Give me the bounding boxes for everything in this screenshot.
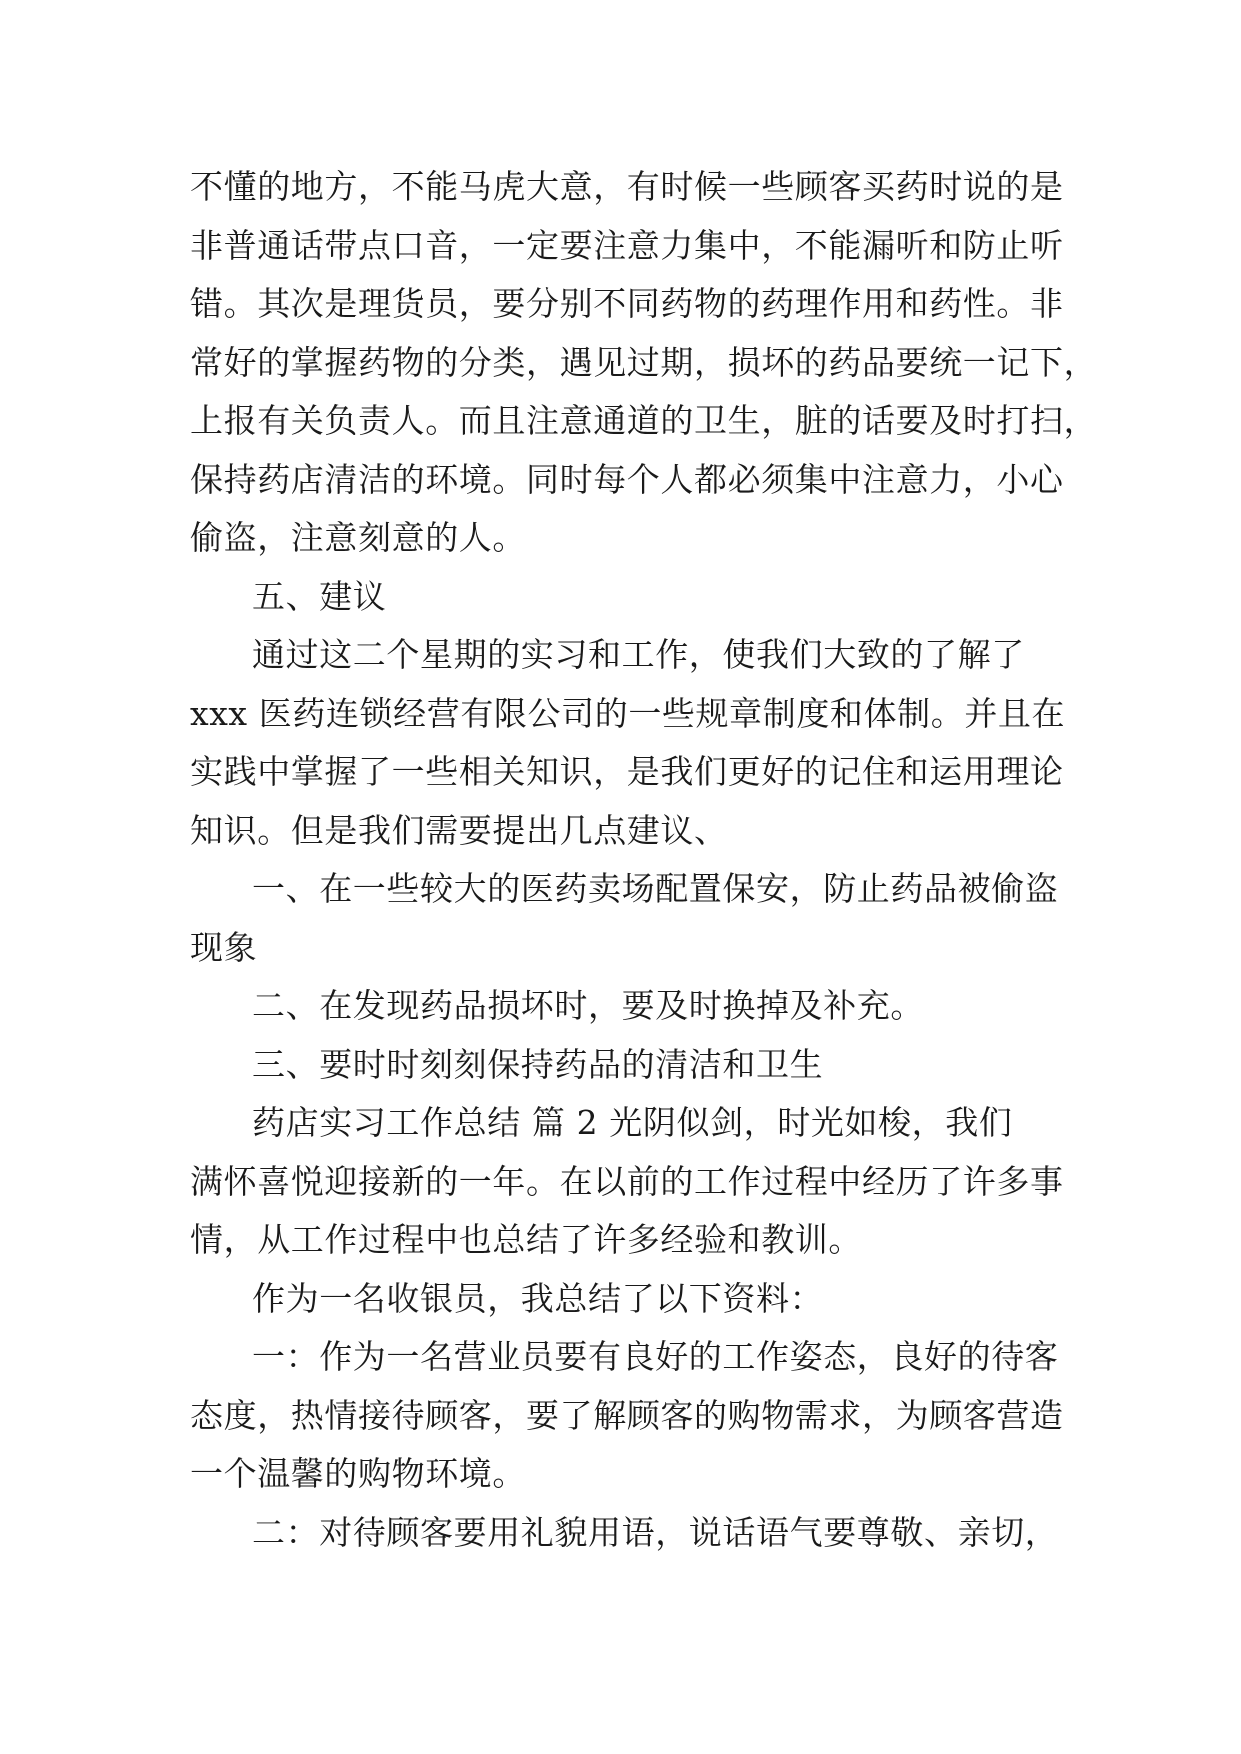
text-line: 一个温馨的购物环境。 [190, 1454, 526, 1493]
text-line: 作为一名收银员，我总结了以下资料： [252, 1278, 824, 1318]
text-line: 一：作为一名营业员要有良好的工作姿态，良好的待客 [252, 1337, 1059, 1376]
text-line: 非普通话带点口音，一定要注意力集中，不能漏听和防止听 [190, 225, 1064, 265]
text-line: 保持药店清洁的环境。同时每个人都必须集中注意力，小心 [190, 459, 1064, 499]
text-line: 三、要时时刻刻保持药品的清洁和卫生 [252, 1044, 824, 1084]
text-line: 情，从工作过程中也总结了许多经验和教训。 [190, 1220, 862, 1259]
text-line: 二：对待顾客要用礼貌用语，说话语气要尊敬、亲切， [252, 1512, 1059, 1552]
text-line: 满怀喜悦迎接新的一年。在以前的工作过程中经历了许多事 [190, 1161, 1064, 1201]
text-line: 上报有关负责人。而且注意通道的卫生，脏的话要及时打扫， [190, 401, 1098, 440]
body-text [190, 158, 1098, 1562]
text-line: 五、建议 [252, 576, 387, 616]
text-line: 药店实习工作总结 篇 2 光阴似剑，时光如梭，我们 [252, 1103, 1013, 1142]
text-line: 一、在一些较大的医药卖场配置保安，防止药品被偷盗 [252, 869, 1059, 908]
text-line: 实践中掌握了一些相关知识，是我们更好的记住和运用理论 [190, 752, 1064, 791]
text-line: 常好的掌握药物的分类，遇见过期，损坏的药品要统一记下， [190, 342, 1098, 382]
text-line: xxx 医药连锁经营有限公司的一些规章制度和体制。并且在 [190, 693, 1066, 733]
text-line: 现象 [190, 927, 258, 967]
text-line: 态度，热情接待顾客，要了解顾客的购物需求，为顾客营造 [190, 1395, 1064, 1435]
text-line: 不懂的地方，不能马虎大意，有时候一些顾客买药时说的是 [190, 167, 1064, 206]
text-line: 二、在发现药品损坏时，要及时换掉及补充。 [252, 986, 924, 1025]
text-line: 知识。但是我们需要提出几点建议、 [190, 810, 728, 850]
text-line: 通过这二个星期的实习和工作，使我们大致的了解了 [252, 635, 1025, 674]
text-line: 偷盗，注意刻意的人。 [190, 518, 526, 557]
text-line: 错。其次是理货员，要分别不同药物的药理作用和药性。非 [190, 284, 1064, 323]
